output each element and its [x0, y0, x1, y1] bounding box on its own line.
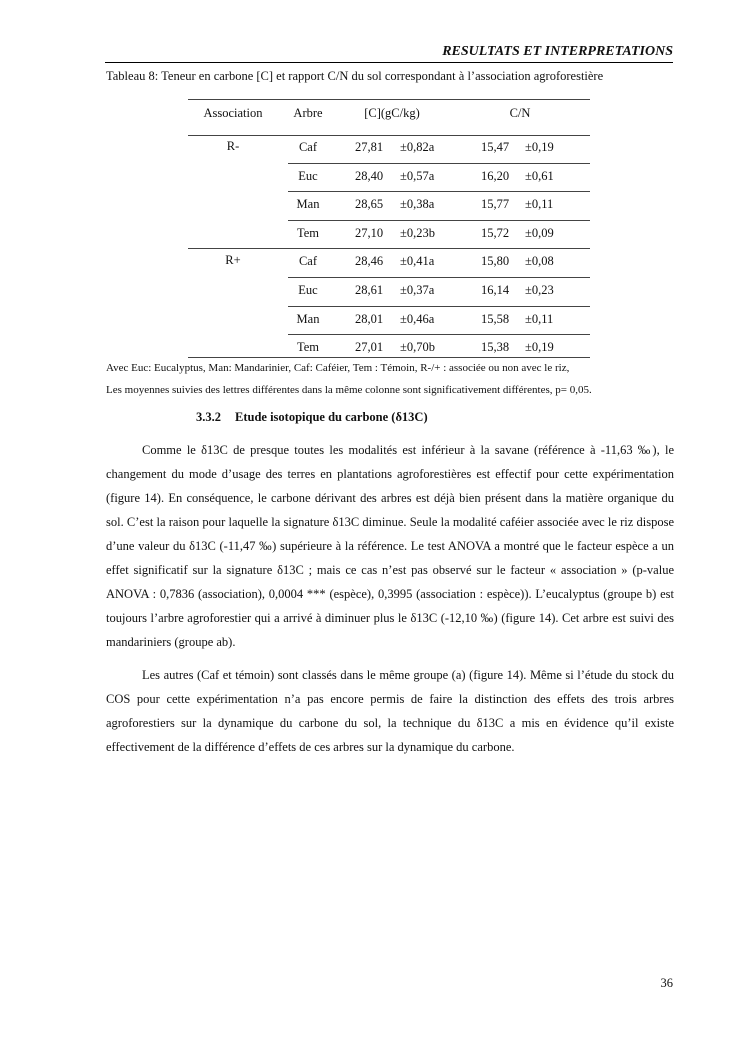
- cell-arbre: Caf: [298, 254, 318, 269]
- table-rule: [188, 357, 590, 358]
- cell-carbon: 28,65: [355, 197, 384, 212]
- cell-arbre: Man: [296, 311, 320, 326]
- table-rule: [288, 191, 590, 192]
- column-header: C/N: [509, 106, 531, 120]
- cell-arbre: Euc: [298, 283, 318, 297]
- cell-carbon: 27,81: [355, 140, 384, 154]
- header-rule: [105, 62, 673, 63]
- column-header: Association: [203, 106, 263, 120]
- table-note: Les moyennes suivies des lettres différentes dans la même colonne sont significativement différentes, p= 0,05.: [106, 384, 592, 396]
- section-heading: [196, 410, 442, 425]
- cell-arbre: Tem: [296, 340, 320, 355]
- cell-cn-sd: ±0,11: [525, 197, 554, 212]
- cell-carbon-sd: ±0,70b: [400, 340, 435, 355]
- cell-carbon: 28,46: [355, 254, 384, 269]
- cell-carbon-sd: ±0,41a: [400, 254, 435, 269]
- table-rule: [188, 248, 590, 249]
- cell-carbon: 27,01: [355, 340, 384, 355]
- cell-cn-sd: ±0,23: [525, 283, 554, 297]
- cell-carbon-sd: ±0,57a: [400, 168, 435, 183]
- cell-cn-sd: ±0,61: [525, 168, 554, 183]
- table-rule: [288, 163, 590, 164]
- cell-carbon: 28,61: [355, 283, 384, 297]
- cell-arbre: Euc: [298, 168, 318, 183]
- table-note: Avec Euc: Eucalyptus, Man: Mandarinier, Caf: Caféier, Tem : Témoin, R-/+ : associée ou non avec le riz,: [106, 362, 570, 374]
- cell-carbon-sd: ±0,37a: [400, 283, 435, 297]
- cell-cn-sd: ±0,09: [525, 225, 554, 240]
- table-rule: [188, 135, 590, 136]
- cell-carbon-sd: ±0,38a: [400, 197, 435, 212]
- cell-carbon: 28,01: [355, 311, 384, 326]
- running-header: RESULTATS ET INTERPRETATIONS: [442, 44, 673, 59]
- cell-cn-sd: ±0,08: [525, 254, 554, 269]
- section-title: Etude isotopique du carbone (δ13C): [235, 410, 428, 424]
- table-rule: [288, 277, 590, 278]
- table-rule: [288, 220, 590, 221]
- group-label: R+: [225, 253, 241, 267]
- cell-cn: 15,47: [481, 140, 510, 154]
- cell-carbon-sd: ±0,82a: [400, 140, 435, 154]
- page-number: 36: [660, 976, 673, 990]
- cell-cn: 16,14: [481, 283, 510, 297]
- table-rule: [288, 334, 590, 335]
- column-header: [C](gC/kg): [364, 106, 420, 120]
- cell-cn: 15,58: [481, 311, 510, 326]
- table-rule: [188, 99, 590, 100]
- cell-cn-sd: ±0,19: [525, 140, 554, 154]
- column-header: Arbre: [293, 106, 323, 120]
- cell-carbon-sd: ±0,46a: [400, 311, 435, 326]
- cell-arbre: Caf: [298, 140, 318, 154]
- table-caption: Tableau 8: Teneur en carbone [C] et rapport C/N du sol correspondant à l’association agroforestière: [106, 69, 604, 83]
- cell-carbon: 28,40: [355, 168, 384, 183]
- cell-cn: 15,72: [481, 225, 510, 240]
- cell-arbre: Tem: [296, 225, 320, 240]
- section-number: 3.3.2: [196, 410, 221, 424]
- cell-cn: 16,20: [481, 168, 510, 183]
- cell-cn: 15,77: [481, 197, 510, 212]
- paragraph: Les autres (Caf et témoin) sont classés dans le même groupe (a) (figure 14). Même si l’étude du stock du COS pour cette expérimentation n’a pas encore permis de faire la distinction des effets des trois arbres agroforestiers sur la dynamique du carbone du sol, la technique du δ13C a mis en évidence qu’il existe effectivement de la différence d’effets de ces arbres sur la dynamique du carbone.: [106, 668, 674, 754]
- cell-cn: 15,38: [481, 340, 510, 355]
- table-rule: [288, 306, 590, 307]
- paragraph: Comme le δ13C de presque toutes les modalités est inférieur à la savane (référence à -11,63 ‰), le changement du mode d’usage des terres en plantations agroforestières est effectif pour cette expérimentation (figure 14). En conséquence, le carbone dérivant des arbres est déjà bien présent dans la matière organique du sol. C’est la raison pour laquelle la signature δ13C diminue. Seule la modalité caféier associée avec le riz dispose d’une valeur du δ13C (-11,47 ‰) supérieure à la référence. Le test ANOVA a montré que le facteur espèce a un effet significatif sur la signature δ13C ; mais ce cas n’est pas observé sur le facteur « association » (p-value ANOVA : 0,7836 (association), 0,0004 *** (espèce), 0,3995 (association : espèce)). L’eucalyptus (groupe b) est toujours l’arbre agroforestier qui a arrivé à diminuer plus le δ13C (-12,10 ‰) (figure 14). Cet arbre est suivi des mandariniers (groupe ab).: [106, 443, 674, 649]
- cell-cn: 15,80: [481, 254, 510, 269]
- cell-arbre: Man: [296, 197, 320, 212]
- cell-cn-sd: ±0,19: [525, 340, 554, 355]
- group-label: R-: [226, 139, 240, 153]
- cell-cn-sd: ±0,11: [525, 311, 554, 326]
- cell-carbon-sd: ±0,23b: [400, 225, 435, 240]
- cell-carbon: 27,10: [355, 225, 384, 240]
